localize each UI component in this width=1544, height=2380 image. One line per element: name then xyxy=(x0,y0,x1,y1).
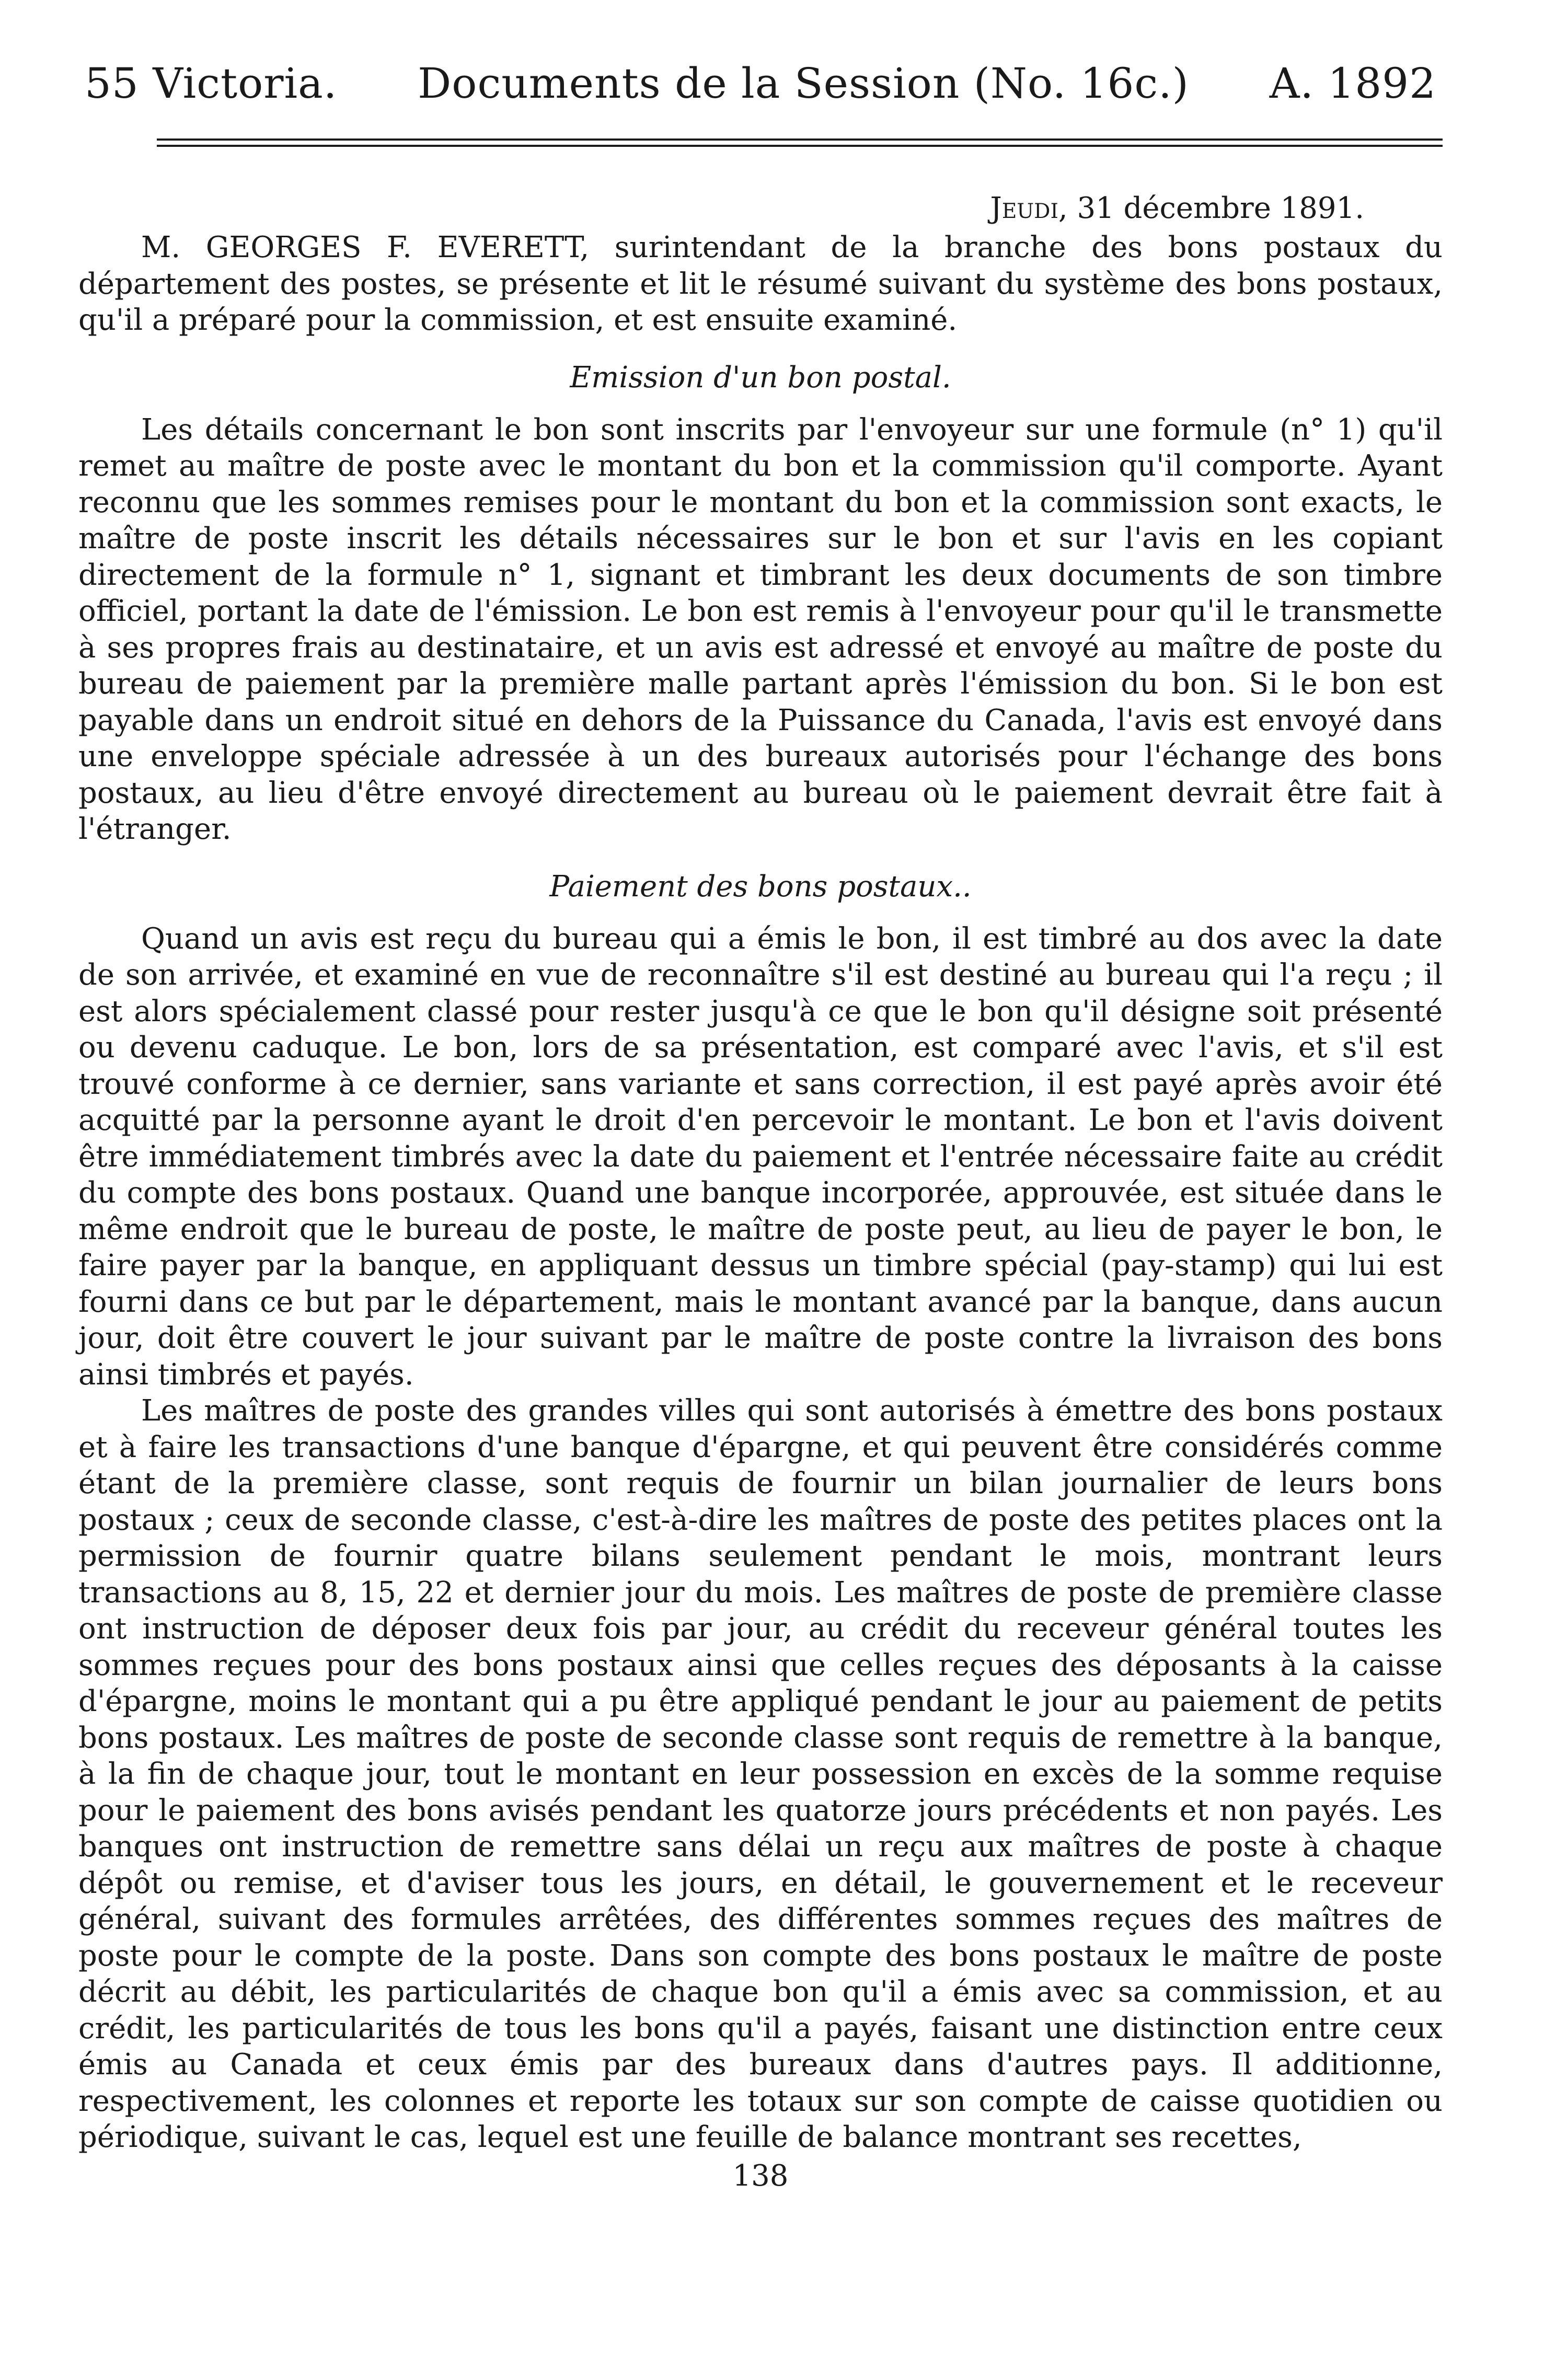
intro-paragraph: M. GEORGES F. EVERETT, surintendant de la branche des bons postaux du département des postes, se présente et lit le résumé suivant du système des bons postaux, qu'il a préparé pour la commission, et est ensuite examiné. xyxy=(78,230,1443,337)
page-number: 138 xyxy=(732,2158,789,2193)
body-text xyxy=(78,229,1443,2156)
paragraph-paiement-2: Les maîtres de poste des grandes villes qui sont autorisés à émettre des bons postaux et à faire les transactions d'une banque d'épargne, et qui peuvent être considérés comme étant de la première classe, sont requis de fournir un bilan journalier de leurs bons postaux ; ceux de seconde classe, c'est-à-dire les maîtres de poste des petites places ont la permission de fournir quatre bilans seulement pendant le mois, montrant leurs transactions au 8, 15, 22 et dernier jour du mois. Les maîtres de poste de première classe ont instruction de déposer deux fois par jour, au crédit du receveur général toutes les sommes reçues pour des bons postaux ainsi que celles reçues des déposants à la caisse d'épargne, moins le montant qui a pu être appliqué pendant le jour au paiement de petits bons postaux. Les maîtres de poste de seconde classe sont requis de remettre à la banque, à la fin de chaque jour, tout le montant en leur possession en excès de la somme requise pour le paiement des bons avisés pendant les quatorze jours précédents et non payés. Les banques ont instruction de remettre sans délai un reçu aux maîtres de poste à chaque dépôt ou remise, et d'aviser tous les jours, en détail, le gouvernement et le receveur général, suivant des formules arrêtées, des différentes sommes reçues des maîtres de poste pour le compte de la poste. Dans son compte des bons postaux le maître de poste décrit au débit, les particularités de chaque bon qu'il a émis avec sa commission, et au crédit, les particularités de tous les bons qu'il a payés, faisant une distinction entre ceux émis au Canada et ceux émis par des bureaux dans d'autres pays. Il additionne, respectivement, les colonnes et reporte les totaux sur son compte de caisse quotidien ou périodique, suivant le cas, lequel est une feuille de balance montrant ses recettes, xyxy=(78,1394,1443,2154)
header-session-year: 55 Victoria. xyxy=(85,59,338,108)
paragraph-paiement-1: Quand un avis est reçu du bureau qui a émis le bon, il est timbré au dos avec la date de son arrivée, et examiné en vue de reconnaître s'il est destiné au bureau qui l'a reçu ; il est alors spécialement classé pour rester jusqu'à ce que le bon qu'il désigne soit présenté ou devenu caduque. Le bon, lors de sa présentation, est comparé avec l'avis, et s'il est trouvé conforme à ce dernier, sans variante et sans correction, il est payé après avoir été acquitté par la personne ayant le droit d'en percevoir le montant. Le bon et l'avis doivent être immédiatement timbrés avec la date du paiement et l'entrée nécessaire faite au crédit du compte des bons postaux. Quand une banque incorporée, approuvée, est située dans le même endroit que le bureau de poste, le maître de poste peut, au lieu de payer le bon, le faire payer par la banque, en appliquant dessus un timbre spécial (pay-stamp) qui lui est fourni dans ce but par le département, mais le montant avancé par la banque, dans aucun jour, doit être couvert le jour suivant par le maître de poste contre la livraison des bons ainsi timbrés et payés. xyxy=(78,921,1443,1392)
section-heading-emission: Emission d'un bon postal. xyxy=(570,360,951,395)
section-heading-paiement: Paiement des bons postaux.. xyxy=(549,869,972,904)
header-document-title: Documents de la Session (No. 16c.) xyxy=(418,59,1189,108)
header-year: A. 1892 xyxy=(1269,59,1436,108)
document-page xyxy=(78,57,1443,2341)
dateline-date: , 31 décembre 1891. xyxy=(1058,191,1364,225)
dateline-day: Jeudi xyxy=(990,191,1058,225)
dateline xyxy=(78,188,1443,229)
running-head xyxy=(78,57,1443,110)
header-double-rule xyxy=(157,138,1443,147)
paragraph-emission: Les détails concernant le bon sont inscrits par l'envoyeur sur une formule (n° 1) qu'il remet au maître de poste avec le montant du bon et la commission qu'il comporte. Ayant reconnu que les sommes remises pour le montant du bon et la commission sont exacts, le maître de poste inscrit les détails nécessaires sur le bon et sur l'avis en les copiant directement de la formule n° 1, signant et timbrant les deux documents de son timbre officiel, portant la date de l'émission. Le bon est remis à l'envoyeur pour qu'il le transmette à ses propres frais au destinataire, et un avis est adressé et envoyé au maître de poste du bureau de paiement par la première malle partant après l'émission du bon. Si le bon est payable dans un endroit situé en dehors de la Puissance du Canada, l'avis est envoyé dans une enveloppe spéciale adressée à un des bureaux autorisés pour l'échange des bons postaux, au lieu d'être envoyé directement au bureau où le paiement devrait être fait à l'étranger. xyxy=(78,412,1443,846)
